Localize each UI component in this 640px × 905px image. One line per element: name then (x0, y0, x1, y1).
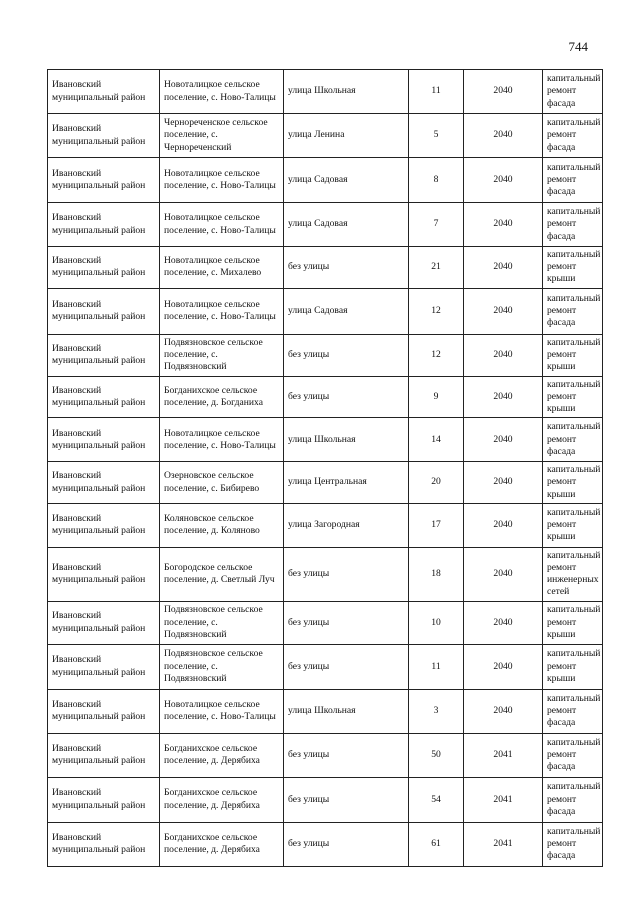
year-cell: 2041 (464, 777, 543, 822)
table-row (48, 822, 603, 866)
year-cell: 2040 (464, 288, 543, 334)
house-number-cell: 5 (409, 114, 464, 158)
year-cell: 2040 (464, 247, 543, 289)
district-cell: Ивановский муниципальный район (48, 114, 160, 158)
table-row (48, 689, 603, 733)
district-cell: Ивановский муниципальный район (48, 822, 160, 866)
house-number-cell: 20 (409, 462, 464, 504)
district-cell: Ивановский муниципальный район (48, 601, 160, 644)
table-row (48, 418, 603, 462)
house-number-cell: 18 (409, 547, 464, 601)
street-cell: улица Загородная (284, 503, 409, 547)
work-type-cell: капитальный ремонт крыши (543, 334, 603, 376)
district-cell: Ивановский муниципальный район (48, 733, 160, 777)
street-cell: без улицы (284, 376, 409, 418)
work-type-cell: капитальный ремонт фасада (543, 777, 603, 822)
table-row (48, 334, 603, 376)
registry-table (47, 69, 603, 867)
district-cell: Ивановский муниципальный район (48, 777, 160, 822)
work-type-cell: капитальный ремонт крыши (543, 601, 603, 644)
year-cell: 2041 (464, 733, 543, 777)
settlement-cell: Новоталицкое сельское поселение, с. Ново-Талицы (160, 689, 284, 733)
settlement-cell: Подвязновское сельское поселение, с. Подвязновский (160, 334, 284, 376)
work-type-cell: капитальный ремонт фасада (543, 203, 603, 247)
house-number-cell: 12 (409, 288, 464, 334)
district-cell: Ивановский муниципальный район (48, 689, 160, 733)
street-cell: без улицы (284, 822, 409, 866)
work-type-cell: капитальный ремонт крыши (543, 247, 603, 289)
work-type-cell: капитальный ремонт крыши (543, 644, 603, 689)
work-type-cell: капитальный ремонт крыши (543, 503, 603, 547)
house-number-cell: 54 (409, 777, 464, 822)
street-cell: улица Школьная (284, 70, 409, 114)
table-row (48, 601, 603, 644)
year-cell: 2041 (464, 822, 543, 866)
district-cell: Ивановский муниципальный район (48, 644, 160, 689)
district-cell: Ивановский муниципальный район (48, 547, 160, 601)
house-number-cell: 9 (409, 376, 464, 418)
house-number-cell: 50 (409, 733, 464, 777)
district-cell: Ивановский муниципальный район (48, 334, 160, 376)
street-cell: улица Ленина (284, 114, 409, 158)
work-type-cell: капитальный ремонт фасада (543, 733, 603, 777)
table-row (48, 114, 603, 158)
district-cell: Ивановский муниципальный район (48, 247, 160, 289)
work-type-cell: капитальный ремонт фасада (543, 822, 603, 866)
year-cell: 2040 (464, 503, 543, 547)
house-number-cell: 10 (409, 601, 464, 644)
work-type-cell: капитальный ремонт фасада (543, 114, 603, 158)
settlement-cell: Подвязновское сельское поселение, с. Подвязновский (160, 644, 284, 689)
street-cell: без улицы (284, 334, 409, 376)
street-cell: улица Садовая (284, 288, 409, 334)
district-cell: Ивановский муниципальный район (48, 203, 160, 247)
house-number-cell: 61 (409, 822, 464, 866)
settlement-cell: Богданихское сельское поселение, д. Дерябиха (160, 777, 284, 822)
district-cell: Ивановский муниципальный район (48, 158, 160, 203)
house-number-cell: 14 (409, 418, 464, 462)
work-type-cell: капитальный ремонт фасада (543, 288, 603, 334)
year-cell: 2040 (464, 334, 543, 376)
settlement-cell: Новоталицкое сельское поселение, с. Ново-Талицы (160, 203, 284, 247)
settlement-cell: Новоталицкое сельское поселение, с. Ново-Талицы (160, 288, 284, 334)
street-cell: улица Центральная (284, 462, 409, 504)
settlement-cell: Богданихское сельское поселение, д. Богданиха (160, 376, 284, 418)
year-cell: 2040 (464, 547, 543, 601)
year-cell: 2040 (464, 418, 543, 462)
table-row (48, 158, 603, 203)
house-number-cell: 8 (409, 158, 464, 203)
work-type-cell: капитальный ремонт фасада (543, 689, 603, 733)
district-cell: Ивановский муниципальный район (48, 70, 160, 114)
district-cell: Ивановский муниципальный район (48, 503, 160, 547)
settlement-cell: Богданихское сельское поселение, д. Дерябиха (160, 822, 284, 866)
table-row (48, 547, 603, 601)
settlement-cell: Новоталицкое сельское поселение, с. Ново-Талицы (160, 70, 284, 114)
table-row (48, 733, 603, 777)
street-cell: без улицы (284, 247, 409, 289)
district-cell: Ивановский муниципальный район (48, 376, 160, 418)
house-number-cell: 11 (409, 70, 464, 114)
street-cell: без улицы (284, 547, 409, 601)
street-cell: улица Школьная (284, 418, 409, 462)
table-row (48, 644, 603, 689)
district-cell: Ивановский муниципальный район (48, 418, 160, 462)
table-row (48, 376, 603, 418)
street-cell: без улицы (284, 733, 409, 777)
settlement-cell: Новоталицкое сельское поселение, с. Ново-Талицы (160, 418, 284, 462)
work-type-cell: капитальный ремонт крыши (543, 462, 603, 504)
house-number-cell: 11 (409, 644, 464, 689)
settlement-cell: Новоталицкое сельское поселение, с. Ново-Талицы (160, 158, 284, 203)
house-number-cell: 7 (409, 203, 464, 247)
settlement-cell: Чернореченское сельское поселение, с. Чернореченский (160, 114, 284, 158)
year-cell: 2040 (464, 203, 543, 247)
street-cell: без улицы (284, 777, 409, 822)
district-cell: Ивановский муниципальный район (48, 462, 160, 504)
settlement-cell: Подвязновское сельское поселение, с. Подвязновский (160, 601, 284, 644)
year-cell: 2040 (464, 644, 543, 689)
house-number-cell: 12 (409, 334, 464, 376)
year-cell: 2040 (464, 376, 543, 418)
street-cell: улица Садовая (284, 203, 409, 247)
settlement-cell: Новоталицкое сельское поселение, с. Михалево (160, 247, 284, 289)
table-row (48, 503, 603, 547)
year-cell: 2040 (464, 70, 543, 114)
table-row (48, 247, 603, 289)
settlement-cell: Богданихское сельское поселение, д. Дерябиха (160, 733, 284, 777)
house-number-cell: 3 (409, 689, 464, 733)
work-type-cell: капитальный ремонт фасада (543, 158, 603, 203)
work-type-cell: капитальный ремонт крыши (543, 376, 603, 418)
street-cell: без улицы (284, 601, 409, 644)
page-number: 744 (568, 39, 588, 54)
street-cell: улица Школьная (284, 689, 409, 733)
year-cell: 2040 (464, 114, 543, 158)
settlement-cell: Коляновское сельское поселение, д. Коляново (160, 503, 284, 547)
street-cell: без улицы (284, 644, 409, 689)
district-cell: Ивановский муниципальный район (48, 288, 160, 334)
year-cell: 2040 (464, 689, 543, 733)
table-row (48, 70, 603, 114)
work-type-cell: капитальный ремонт фасада (543, 418, 603, 462)
year-cell: 2040 (464, 601, 543, 644)
work-type-cell: капитальный ремонт фасада (543, 70, 603, 114)
table-body (48, 70, 603, 867)
year-cell: 2040 (464, 158, 543, 203)
table-row (48, 462, 603, 504)
table-row (48, 777, 603, 822)
settlement-cell: Озерновское сельское поселение, с. Бибирево (160, 462, 284, 504)
street-cell: улица Садовая (284, 158, 409, 203)
table-row (48, 203, 603, 247)
settlement-cell: Богородское сельское поселение, д. Светлый Луч (160, 547, 284, 601)
work-type-cell: капитальный ремонт инженерных сетей (543, 547, 603, 601)
year-cell: 2040 (464, 462, 543, 504)
house-number-cell: 17 (409, 503, 464, 547)
house-number-cell: 21 (409, 247, 464, 289)
table-row (48, 288, 603, 334)
